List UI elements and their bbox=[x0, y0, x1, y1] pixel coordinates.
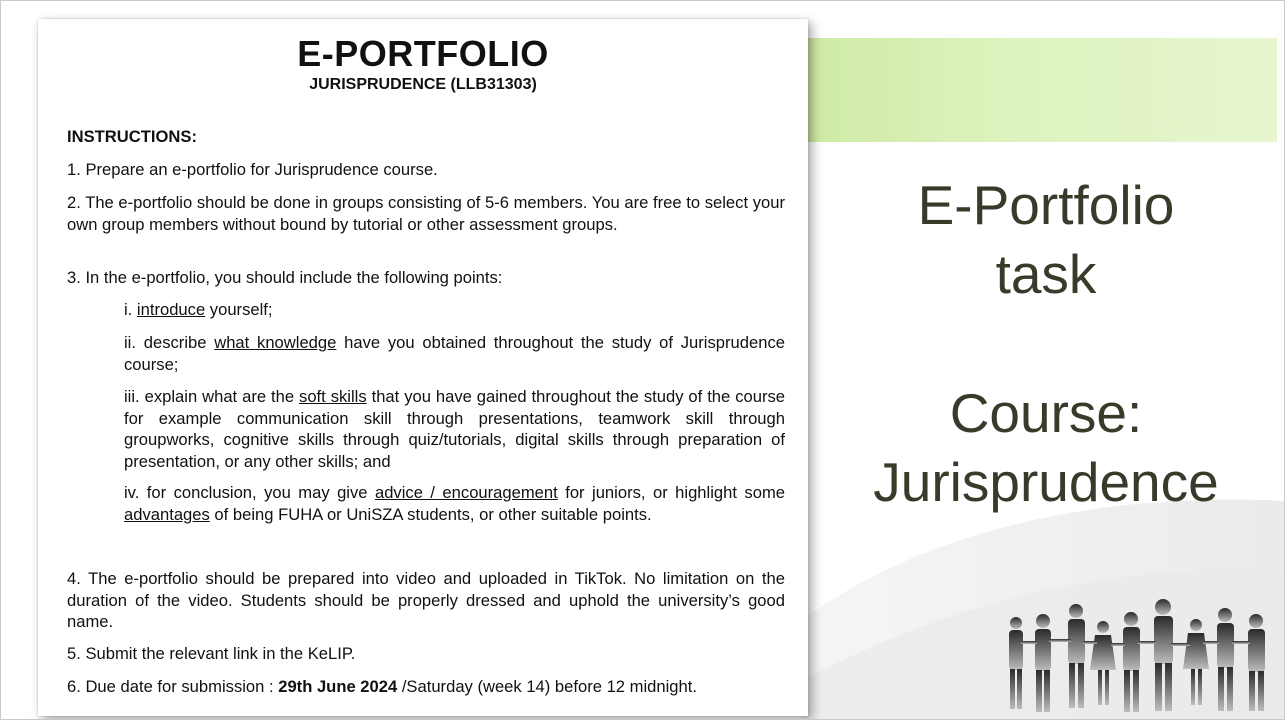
point-ii: ii. describe what knowledge have you obtained throughout the study of Jurisprudence course; bbox=[124, 333, 785, 374]
slide-course-name: Jurisprudence bbox=[873, 451, 1219, 513]
instructions-heading: INSTRUCTIONS: bbox=[67, 127, 197, 146]
instruction-item-3: 3. In the e-portfolio, you should include the following points: bbox=[67, 268, 503, 287]
slide-title bbox=[821, 171, 1271, 517]
point-iv: iv. for conclusion, you may give advice / encouragement for juniors, or highlight some advantages of being FUHA or UniSZA students, or other suitable points. bbox=[124, 483, 785, 524]
instruction-item-4: 4. The e-portfolio should be prepared into video and uploaded in TikTok. No limitation on the duration of the video. Students should be properly dressed and uphold the university’s good name. bbox=[67, 569, 785, 631]
document-page-image bbox=[38, 19, 808, 716]
instruction-item-1: 1. Prepare an e-portfolio for Jurisprudence course. bbox=[67, 160, 438, 179]
slide-course-label: Course: bbox=[949, 382, 1143, 444]
people-silhouette-icon bbox=[991, 591, 1281, 716]
point-i: i. introduce yourself; bbox=[124, 300, 273, 319]
document-subtitle: JURISPRUDENCE (LLB31303) bbox=[309, 76, 537, 93]
point-iii: iii. explain what are the soft skills that you have gained throughout the study of the course for example communication skill through presentations, teamwork skill through groupworks, cognitive skills through quiz/tutorials, digital skills through preparation of presentation, or any other skills; and bbox=[124, 387, 785, 471]
instruction-item-6: 6. Due date for submission : 29th June 2024 /Saturday (week 14) before 12 midnight. bbox=[67, 677, 697, 696]
green-header-band bbox=[807, 38, 1277, 142]
slide-title-line2: task bbox=[995, 243, 1097, 305]
document-title: E-PORTFOLIO bbox=[297, 33, 549, 74]
slide-title-line1: E-Portfolio bbox=[917, 174, 1175, 236]
instruction-item-2: 2. The e-portfolio should be done in groups consisting of 5-6 members. You are free to select your own group members without bound by tutorial or other assessment groups. bbox=[67, 193, 785, 234]
instruction-item-5: 5. Submit the relevant link in the KeLIP. bbox=[67, 644, 356, 663]
